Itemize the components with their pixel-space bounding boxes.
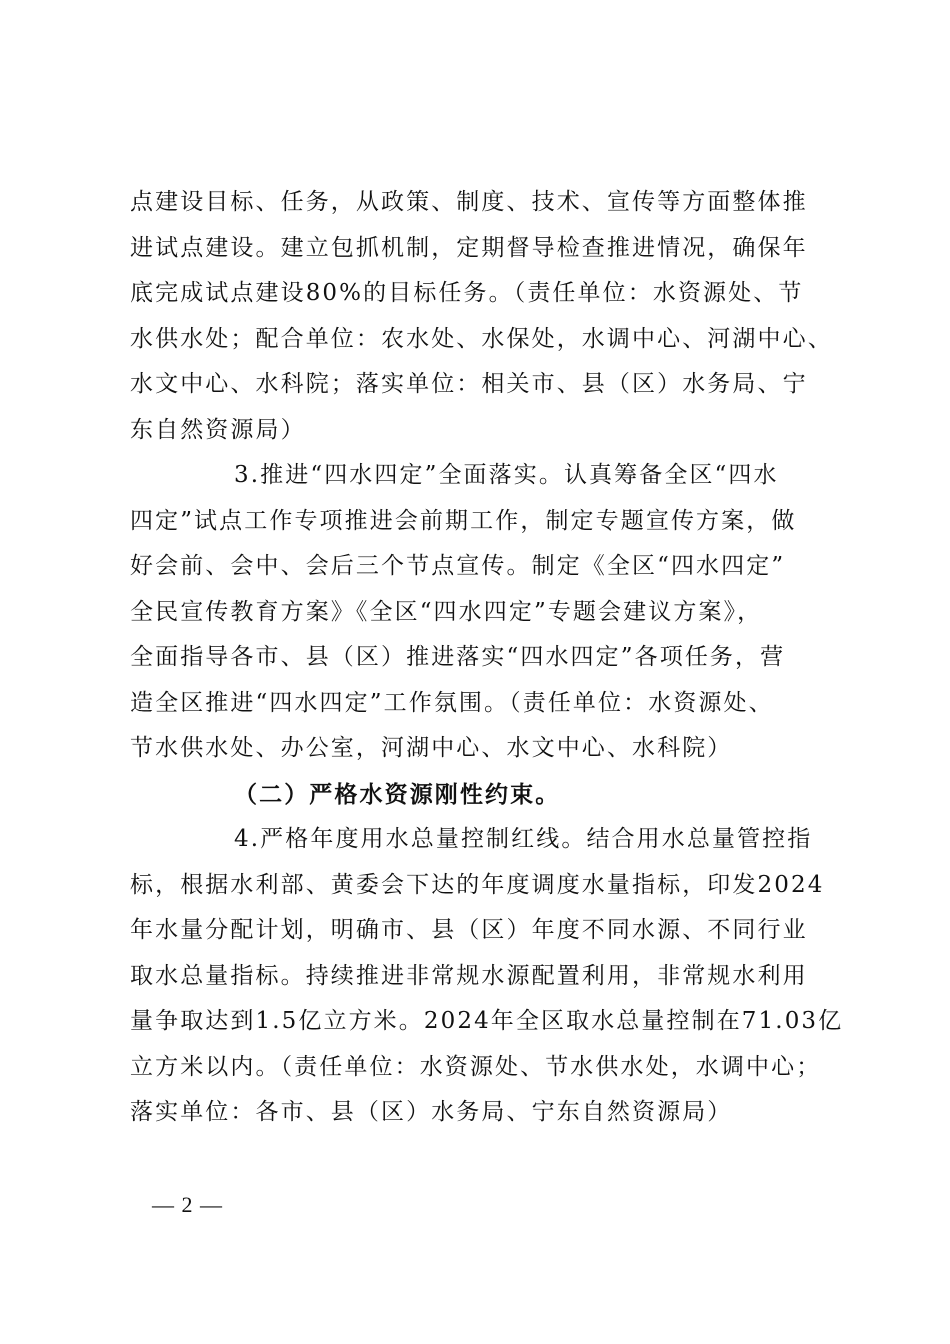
text-line: 落实单位：各市、县（区）水务局、宁东自然资源局） xyxy=(130,1099,733,1125)
section-heading: （二）严格水资源刚性约束。 xyxy=(234,780,561,808)
text-line: 立方米以内。（责任单位：水资源处、节水供水处，水调中心； xyxy=(130,1053,822,1080)
text-line: 水供水处；配合单位：农水处、水保处，水调中心、河湖中心、 xyxy=(130,325,833,352)
text-line: 量争取达到1.5亿立方米。2024年全区取水总量控制在71.03亿 xyxy=(130,1008,844,1034)
paragraph-start-line: 3.推进“四水四定”全面落实。认真筹备全区“四水 xyxy=(234,462,779,488)
body-text xyxy=(130,180,850,1136)
text-line: 取水总量指标。持续推进非常规水源配置利用，非常规水利用 xyxy=(130,962,808,989)
text-line: 点建设目标、任务，从政策、制度、技术、宣传等方面整体推 xyxy=(130,189,808,215)
text-line: 进试点建设。建立包抓机制，定期督导检查推进情况，确保年 xyxy=(130,234,808,261)
text-line: 标，根据水利部、黄委会下达的年度调度水量指标，印发2024 xyxy=(130,871,825,898)
paragraph-start-line: 4.严格年度用水总量控制红线。结合用水总量管控指 xyxy=(234,826,813,852)
text-line: 造全区推进“四水四定”工作氛围。（责任单位：水资源处、 xyxy=(130,689,774,716)
text-line: 好会前、会中、会后三个节点宣传。制定《全区“四水四定” xyxy=(130,553,786,579)
text-line: 水文中心、水科院；落实单位：相关市、县（区）水务局、宁 xyxy=(130,371,808,397)
page-number: — 2 — xyxy=(152,1192,223,1217)
text-line: 年水量分配计划，明确市、县（区）年度不同水源、不同行业 xyxy=(130,917,808,943)
text-line: 四定”试点工作专项推进会前期工作，制定专题宣传方案，做 xyxy=(130,507,797,534)
text-line: 底完成试点建设80%的目标任务。（责任单位：水资源处、节 xyxy=(130,280,804,306)
text-line: 全面指导各市、县（区）推进落实“四水四定”各项任务，营 xyxy=(130,644,786,670)
text-line: 全民宣传教育方案》《全区“四水四定”专题会建议方案》， xyxy=(130,598,763,625)
text-line: 节水供水处、办公室，河湖中心、水文中心、水科院） xyxy=(130,735,733,761)
text-line: 东自然资源局） xyxy=(130,416,306,443)
